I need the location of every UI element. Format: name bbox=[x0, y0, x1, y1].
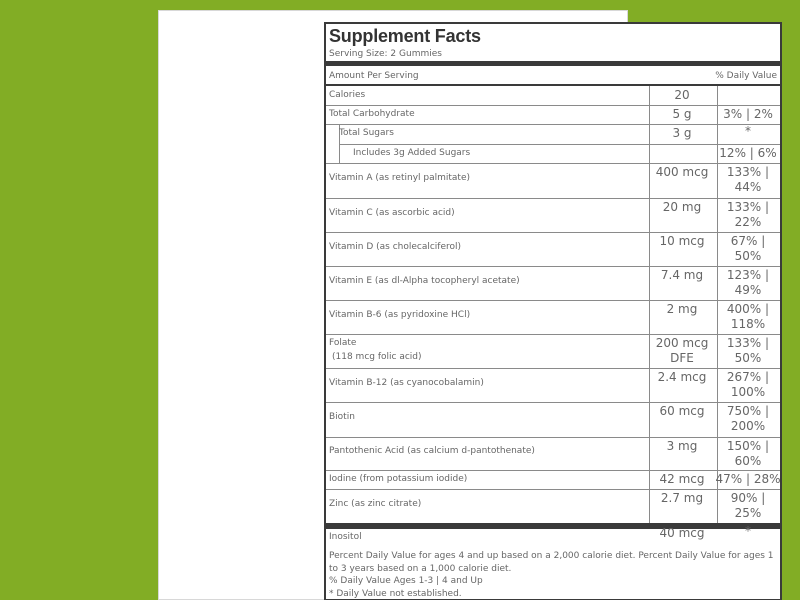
nutrient-name: Vitamin E (as dl-Alpha tocopheryl acetate) bbox=[329, 276, 520, 286]
nutrient-amount: 2 mg bbox=[666, 302, 698, 316]
panel-title: Supplement Facts bbox=[329, 26, 481, 46]
nutrient-daily-value: 90% | bbox=[730, 491, 766, 505]
nutrient-daily-value-2: 118% bbox=[730, 317, 766, 331]
nutrient-daily-value: 133% | bbox=[726, 165, 770, 179]
nutrient-daily-value: * bbox=[745, 524, 751, 538]
nutrient-name: Vitamin B-6 (as pyridoxine HCl) bbox=[329, 310, 471, 320]
nutrient-daily-value-2: 22% bbox=[734, 215, 762, 229]
nutrient-daily-value: 267% | bbox=[726, 370, 770, 384]
footnote-line: to 3 years based on a 1,000 calorie diet. bbox=[329, 563, 512, 574]
nutrient-name: Vitamin B-12 (as cyanocobalamin) bbox=[329, 378, 484, 388]
nutrient-subname: (118 mcg folic acid) bbox=[332, 352, 422, 362]
nutrient-daily-value-2: 60% bbox=[734, 454, 762, 468]
nutrient-name: Pantothenic Acid (as calcium d-pantothenate) bbox=[329, 446, 535, 456]
footnote-line: * Daily Value not established. bbox=[329, 588, 462, 599]
nutrient-daily-value-2: 100% bbox=[730, 385, 766, 399]
nutrient-amount: 10 mcg bbox=[659, 234, 705, 248]
row-divider bbox=[326, 105, 780, 106]
row-divider bbox=[339, 144, 780, 145]
nutrient-amount: 200 mcg bbox=[655, 336, 709, 350]
nutrient-amount: 60 mcg bbox=[659, 404, 705, 418]
nutrient-amount-unit: DFE bbox=[670, 351, 694, 365]
nutrient-daily-value: 12% | 6% bbox=[719, 146, 777, 160]
nutrient-daily-value: 400% | bbox=[726, 302, 770, 316]
nutrient-daily-value-2: 200% bbox=[730, 419, 766, 433]
nutrient-daily-value: * bbox=[745, 124, 751, 138]
row-divider bbox=[326, 163, 780, 164]
nutrient-name: Vitamin D (as cholecalciferol) bbox=[329, 242, 462, 252]
nutrient-amount: 20 bbox=[674, 88, 690, 102]
row-divider bbox=[326, 232, 780, 233]
nutrient-name: Zinc (as zinc citrate) bbox=[329, 499, 422, 509]
nutrient-daily-value: 3% | 2% bbox=[723, 107, 773, 121]
footnote-line: % Daily Value Ages 1-3 | 4 and Up bbox=[329, 576, 483, 586]
row-divider-heavy bbox=[326, 523, 780, 525]
row-divider bbox=[326, 124, 780, 125]
nutrient-amount: 400 mcg bbox=[655, 165, 709, 179]
nutrient-amount: 2.4 mcg bbox=[657, 370, 707, 384]
header-divider bbox=[326, 84, 780, 86]
footnote-line: Percent Daily Value for ages 4 and up based on a 2,000 calorie diet. Percent Daily Value for ages 1 bbox=[329, 551, 774, 561]
thick-divider bbox=[326, 61, 780, 66]
nutrient-daily-value: 47% | 28% bbox=[715, 472, 781, 486]
nutrient-name: Calories bbox=[329, 90, 366, 100]
nutrient-daily-value-2: 50% bbox=[734, 351, 762, 365]
nutrient-daily-value-2: 49% bbox=[734, 283, 762, 297]
nutrient-amount: 2.7 mg bbox=[660, 491, 704, 505]
nutrient-name: Vitamin C (as ascorbic acid) bbox=[329, 208, 455, 218]
nutrient-daily-value-2: 50% bbox=[734, 249, 762, 263]
nutrient-name: Total Carbohydrate bbox=[329, 109, 415, 119]
row-divider bbox=[326, 266, 780, 267]
daily-value-header: % Daily Value bbox=[715, 71, 777, 81]
nutrient-daily-value: 150% | bbox=[726, 439, 770, 453]
nutrient-amount: 3 g bbox=[672, 126, 692, 140]
nutrient-amount: 7.4 mg bbox=[660, 268, 704, 282]
row-divider bbox=[326, 489, 780, 490]
nutrient-amount: 3 mg bbox=[666, 439, 698, 453]
amount-per-serving-header: Amount Per Serving bbox=[329, 71, 419, 81]
row-divider bbox=[326, 334, 780, 335]
nutrient-daily-value-2: 25% bbox=[734, 506, 762, 520]
row-divider bbox=[326, 437, 780, 438]
row-divider bbox=[326, 368, 780, 369]
row-divider bbox=[326, 402, 780, 403]
nutrient-daily-value: 750% | bbox=[726, 404, 770, 418]
supplement-facts-panel bbox=[324, 22, 782, 600]
nutrient-name: Vitamin A (as retinyl palmitate) bbox=[329, 173, 471, 183]
nutrient-amount: 20 mg bbox=[662, 200, 702, 214]
supplement-label bbox=[158, 10, 781, 600]
nutrient-daily-value: 133% | bbox=[726, 336, 770, 350]
nutrient-daily-value: 133% | bbox=[726, 200, 770, 214]
row-divider bbox=[326, 470, 780, 471]
nutrient-amount: 5 g bbox=[672, 107, 692, 121]
nutrient-name: Total Sugars bbox=[339, 128, 394, 138]
nutrient-daily-value: 67% | bbox=[730, 234, 766, 248]
serving-size: Serving Size: 2 Gummies bbox=[329, 49, 442, 59]
nutrient-name: Inositol bbox=[329, 532, 362, 542]
nutrient-name: Biotin bbox=[329, 412, 355, 422]
nutrient-amount: 42 mcg bbox=[659, 472, 705, 486]
nutrient-amount: 40 mcg bbox=[659, 526, 705, 540]
nutrient-daily-value-2: 44% bbox=[734, 180, 762, 194]
row-divider bbox=[326, 300, 780, 301]
row-divider bbox=[326, 198, 780, 199]
nutrient-name: Iodine (from potassium iodide) bbox=[329, 474, 468, 484]
nutrient-name: Includes 3g Added Sugars bbox=[353, 148, 471, 158]
nutrient-daily-value: 123% | bbox=[726, 268, 770, 282]
nutrient-name: Folate bbox=[329, 338, 357, 348]
